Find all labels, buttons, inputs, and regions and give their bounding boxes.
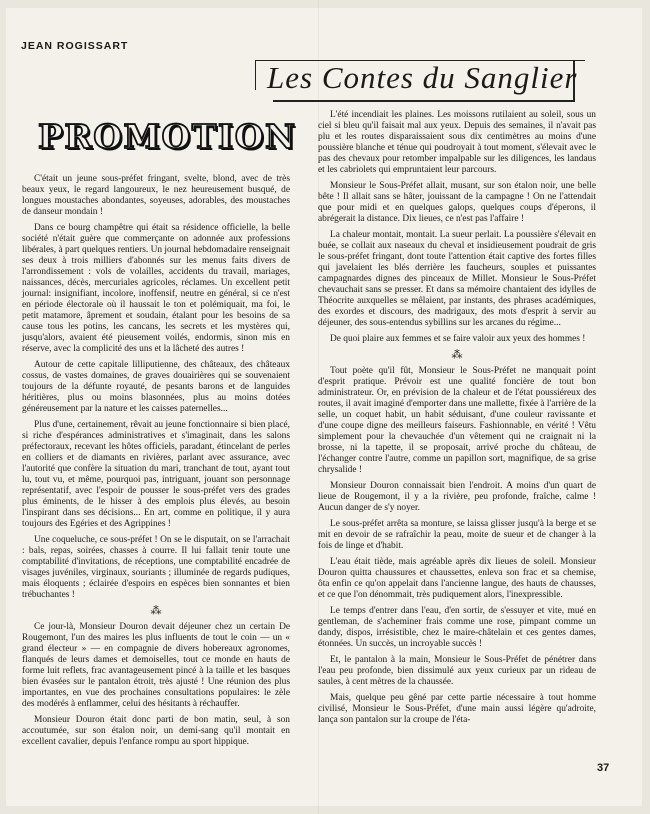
paragraph: Monsieur le Sous-Préfet allait, musant, sur son étalon noir, une belle bête ! Il allait sans se hâter, jouissant de la campagne ! On ne l'attendait que pour midi et en quelques galops, quelques coups d'éperons, il abrégerait la distance. Dix lieues, ce n'est pas l'affaire ! — [318, 181, 596, 224]
paragraph: Monsieur Douron était donc parti de bon matin, seul, à son accoutumée, sur son étalon noir, un demi-sang qu'il montait en excellent cavalier, depuis l'enfance rompu au sport hippique. — [22, 715, 290, 747]
paragraph: Monsieur Douron connaissait bien l'endroit. A moins d'un quart de lieue de Rougemont, il y a la rivière, peu profonde, fraîche, calme ! Aucun danger de s'y noyer. — [318, 481, 596, 513]
paragraph: De quoi plaire aux femmes et se faire valoir aux yeux des hommes ! — [330, 334, 586, 344]
title-rule-left — [255, 60, 256, 90]
paragraph: Tout poète qu'il fût, Monsieur le Sous-Préfet ne manquait point d'esprit pratique. Prévoir est une qualité foncière de tout bon administrateur. Or, en prévision de la chaleur et de l'état poussiéreux des routes, il avait imaginé d'emporter dans une mallette, fixée à l'arrière de la selle, un coquet habit, un habit séduisant, d'une couleur ravissante et d'une coupe digne des meilleurs faiseurs. Fashionnable, en vérité ! Vêtu simplement pour la chevauchée d'un vêtement qui ne craignait ni la brosse, ni la tapette, il se proposait, arrivé proche du château, de l'échanger contre l'autre, comme un papillon sort, magnifique, de sa grise chrysalide ! — [318, 366, 596, 475]
paragraph: Ce jour-là, Monsieur Douron devait déjeuner chez un certain De Rougemont, l'un des maires les plus influents de tout le coin — un « grand électeur » — en compagnie de divers hobereaux agronomes, flanqués de leurs dames et demoiselles, tout ce monde en hauts de forme luit reflets, frac avantageusement pincé à la taille et les basques bien évasées sur le pantalon étroit, très ajusté ! Une réunion des plus importantes, en vue des prochaines consultations populaires: le zèle des modérés à enflammer, celui des hésitants à réchauffer. — [22, 622, 290, 709]
paragraph: Le sous-préfet arrêta sa monture, se laissa glisser jusqu'à la berge et se mit en devoir de se rafraîchir la peau, moite de sueur et de changer à la fois de linge et d'habit. — [318, 519, 596, 551]
paragraph: Dans ce bourg champêtre qui était sa résidence officielle, la belle société n'était guère que commerçante on adonnée aux professions libérales, à part quelques rentiers. Un journal hebdomadaire renseignait ses deux à trois milliers d'abonnés sur les menus faits divers de l'arrondissement : vols de volailles, accidents du travail, mariages, naissances, décès, mercuriales agricoles, réclames. Un excellent petit journal: insignifiant, incolore, inoffensif, neutre en général, si ce n'est en période électorale où il haussait le ton et polémiquait, ma foi, le petit matamore, âprement et soudain, étalant pour les besoins de sa cause tous les potins, les cancans, les secrets et les mystères qui, jusqu'alors, avaient été pieusement voilés, endormis, sinon mis en réserve, avec la complicité des uns et la lâcheté des autres ! — [22, 223, 290, 354]
paragraph: L'été incendiait les plaines. Les moissons rutilaient au soleil, sous un ciel si bleu qu'il faisait mal aux yeux. Depuis des semaines, il n'avait pas plu et les routes disparaissaient sous dix centimètres au moins d'une poussière blanche et ténue qui poudroyait à tout moment, s'élevait avec le pas des chevaux pour retomber impalpable sur les diligences, les landaus et les cabriolets qui empruntaient leur parcours. — [318, 110, 596, 175]
story-title: PROMOTION — [38, 117, 297, 156]
page-number: 37 — [597, 762, 610, 774]
left-column — [22, 174, 290, 753]
series-title-box — [255, 42, 585, 104]
series-title: Les Contes du Sanglier — [267, 60, 578, 95]
paragraph: Plus d'une, certainement, rêvait au jeune fonctionnaire si bien placé, si riche d'espérances administratives et s'imaginait, dans les salons préfectoraux, recevant les hôtes officiels, paradant, étincelant de perles en colliers et de diamants en rivières, parlant avec assurance, avec l'autorité que confère la situation du mari, tranchant de tout, ayant tout lu, tout vu, et même, pourquoi pas, intriguant, jouant son personnage représentatif, avec l'espoir de pousser le sous-préfet vers des grades plus éminents, de le hisser à des emplois plus élevés, au besoin l'inspirant dans ses décisions... En art, comme en politique, il y aura toujours des Egéries et des Agrippines ! — [22, 420, 290, 529]
paragraph: Le temps d'entrer dans l'eau, d'en sortir, de s'essuyer et vite, mué en gentleman, de s'acheminer frais comme une rose, pimpant comme un dandy, dispos, irrésistible, chez le maire-châtelain et ces gentes dames, étonnées. Un succès, un incroyable succès ! — [318, 606, 596, 649]
section-ornament: ⁂ — [451, 349, 463, 361]
paragraph: L'eau était tiède, mais agréable après dix lieues de soleil. Monsieur Douron quitta chaussures et chaussettes, enleva son frac et sa chemise, ôta enfin ce qu'on appelait dans l'ancienne langue, des hauts de chausses, et ce que l'on dénommait, très pudiquement alors, l'inexpressible. — [318, 557, 596, 600]
paragraph: C'était un jeune sous-préfet fringant, svelte, blond, avec de très beaux yeux, le regard langoureux, le nez heureusement busqué, de longues moustaches abondantes, soyeuses, adorables, des moustaches de danseur mondain ! — [22, 174, 290, 217]
right-column — [318, 110, 596, 731]
author-name: JEAN ROGISSART — [21, 40, 129, 52]
paragraph: La chaleur montait, montait. La sueur perlait. La poussière s'élevait en buée, se collait aux naseaux du cheval et insidieusement poudrait de gris le sous-préfet fringant, dont toute l'attention était captive des fortes filles qui javelaient les blés derrière les faucheurs, souples et puissantes campagnardes dignes des pinceaux de Millet. Monsieur le Sous-Préfet chevauchait sans se presser. Et dans sa mémoire chantaient des idylles de Théocrite auxquelles se mêlaient, par instants, des phrases académiques, des exordes et discours, des madrigaux, des mots d'esprit à servir au déjeuner, des sous-entendus sybillins sur les arcanes du régime... — [318, 230, 596, 328]
section-ornament: ⁂ — [150, 605, 162, 617]
title-rule-bottom — [273, 100, 575, 102]
paragraph: Autour de cette capitale lilliputienne, des châteaux, des châteaux cossus, de vastes domaines, de graves douairières qui se souvenaient toujours de la défunte royauté, de pesants barons et de languides héritières, plus ou moins blasonnées, plus au moins dotées généreusement par la nature et les caisses paternelles... — [22, 360, 290, 414]
paragraph: Une coqueluche, ce sous-préfet ! On se le disputait, on se l'arrachait : bals, repas, soirées, chasses à courre. Il lui fallait tenir toute une comptabilité d'invitations, de réceptions, une comptabilité encadrée de visages juvéniles, virginaux, souriants ; illuminée de regards pudiques, mais éloquents ; éclairée d'espoirs en espèces bien sonnantes et bien trébuchantes ! — [22, 535, 290, 600]
paragraph: Mais, quelque peu gêné par cette partie nécessaire à tout homme civilisé, Monsieur le Sous-Préfet, d'une main aussi légère qu'adroite, lança son pantalon sur la croupe de l'éta- — [318, 693, 596, 725]
paragraph: Et, le pantalon à la main, Monsieur le Sous-Préfet de pénétrer dans l'eau peu profonde, bien dissimulé aux yeux curieux par un rideau de saules, à cent mètres de la chaussée. — [318, 655, 596, 687]
